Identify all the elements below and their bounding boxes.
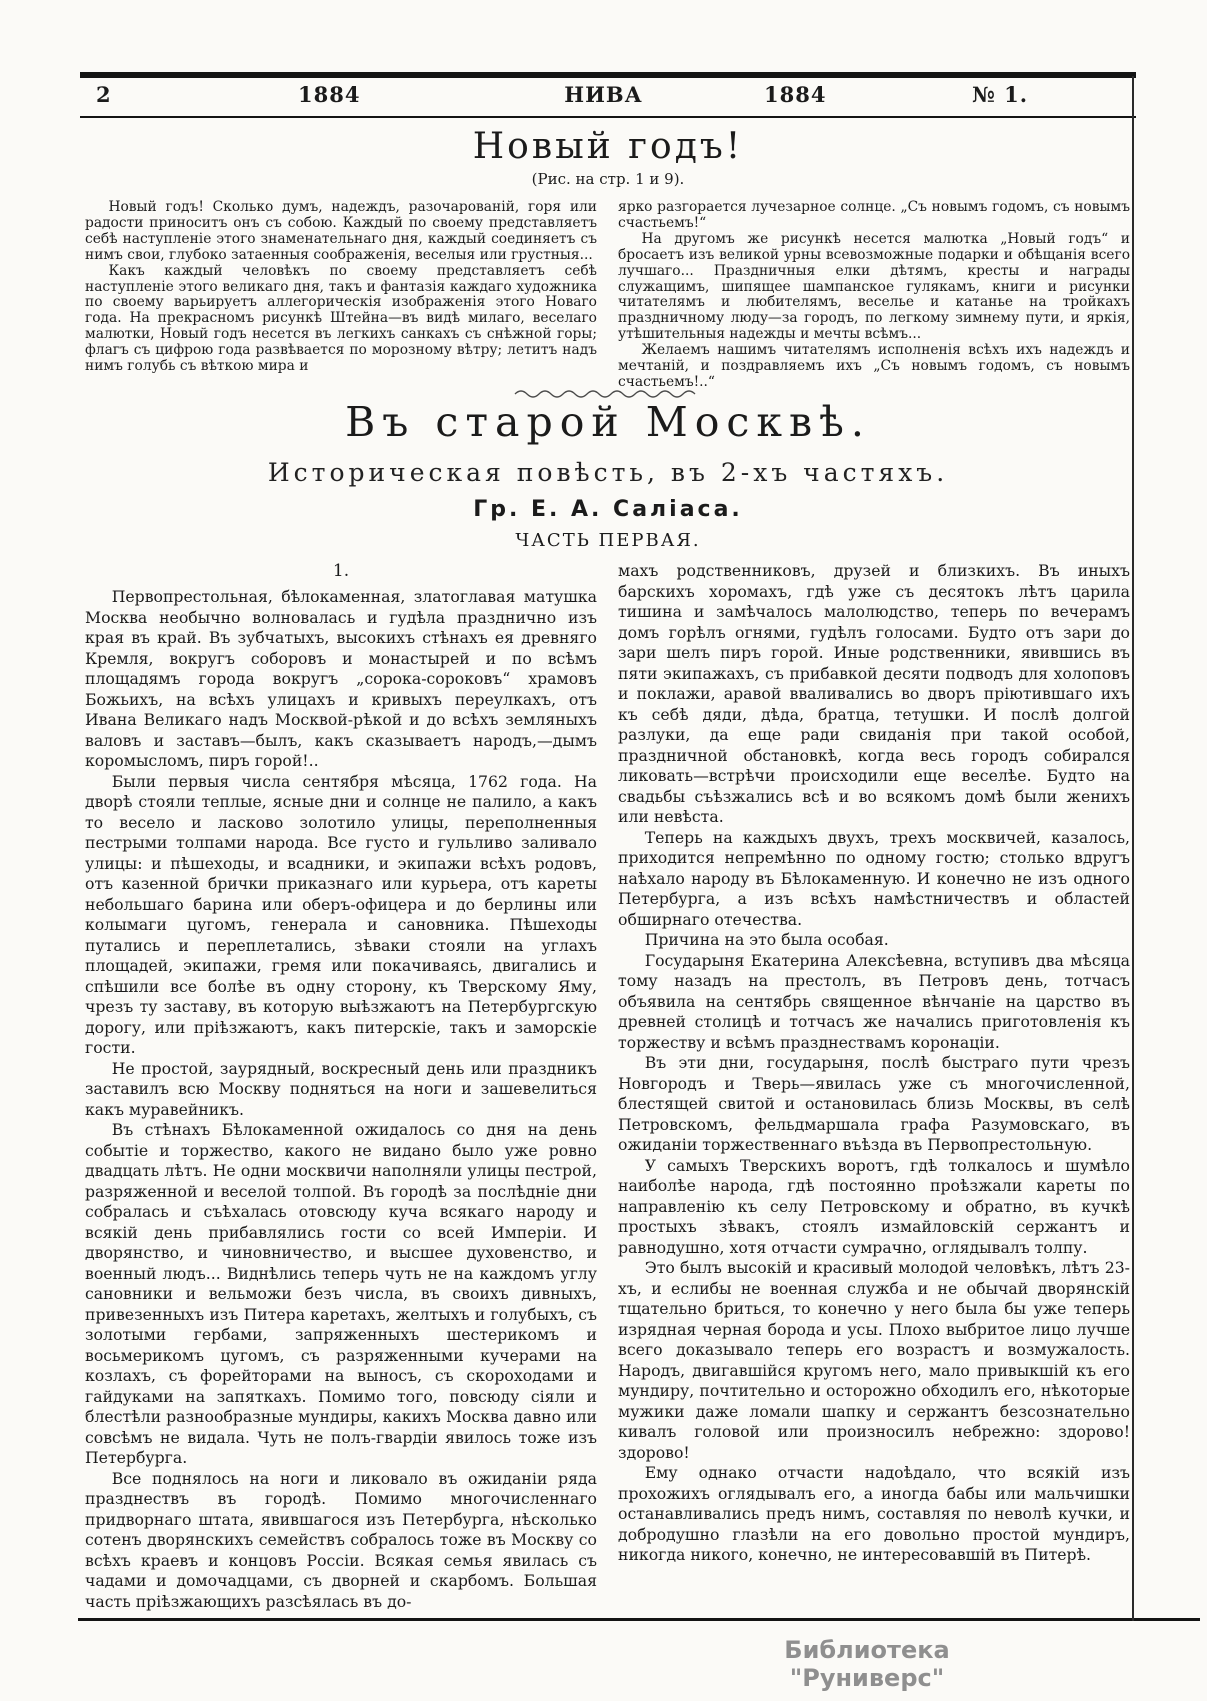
paragraph: Въ эти дни, государыня, послѣ быстраго пути чрезъ Новгородъ и Тверь—явилась уже съ многочисленной, блестящей свитой и остановилась близь Москвы, въ селѣ Петровскомъ, фельдмаршала графа Разумовскаго, въ ожиданіи торжественнаго въѣзда въ Первопрестольную. — [618, 1053, 1130, 1154]
top-border-rule — [80, 72, 1136, 78]
header-divider-rule — [80, 116, 1136, 118]
paragraph: Теперь на каждыхъ двухъ, трехъ москвичей, казалось, приходится непремѣнно по одному гостю; столько вдругъ наѣхало народу въ Бѣлокаменную. И конечно не изъ одного Петербурга, а изъ всѣхъ намѣстничествъ и областей обширнаго отечества. — [618, 827, 1130, 929]
paragraph: Причина на это была особая. — [644, 930, 889, 949]
article1-columns — [85, 200, 1131, 391]
article2-columns — [85, 561, 1131, 1612]
article1-column-right — [618, 200, 1130, 391]
article1-title: Новый годъ! — [472, 126, 744, 167]
paragraph: Не простой, заурядный, воскресный день или праздникъ заставилъ всю Москву подняться на ноги и зашевелиться какъ муравейникъ. — [85, 1058, 597, 1119]
bottom-border-rule — [78, 1618, 1200, 1621]
issue-number: № 1. — [972, 82, 1029, 107]
header-year-left: 1884 — [298, 82, 361, 107]
paragraph: Желаемъ нашимъ читателямъ исполненія всѣхъ ихъ надеждъ и мечтаній, и поздравляемъ ихъ „Съ новымъ годомъ, съ новымъ счастьемъ!..“ — [618, 342, 1130, 390]
wavy-divider — [85, 384, 1131, 396]
right-border-rule — [1132, 76, 1134, 1621]
paragraph: махъ родственниковъ, друзей и близкихъ. Въ иныхъ барскихъ хоромахъ, гдѣ уже съ десятокъ лѣтъ царила тишина и замѣчалось малолюдство, теперь по вечерамъ домъ горѣлъ огнями, гудѣлъ голосами. Будто отъ зари до зари шелъ пиръ горой. Иные родственники, явившись въ пяти экипажахъ, съ прибавкой десяти подводъ для холоповъ и поклажи, аравой вваливались во дворъ пріютившаго ихъ къ себѣ дяди, дѣда, братца, тетушки. И послѣ долгой разлуки, да еще ради свиданія при такой особой, праздничной обстановкѣ, когда весь городъ собирался ликовать—встрѣчи происходили еще веселѣе. Будто на свадьбы съѣзжались всѣ и во всякомъ домѣ были женихъ или невѣста. — [618, 561, 1130, 826]
paragraph: На другомъ же рисункѣ несется малютка „Новый годъ“ и бросаетъ изъ великой урны всевозможные подарки и обѣщанія всего лучшаго... Праздничныя елки дѣтямъ, кресты и награды служащимъ, шипящее шампанское гулякамъ, книги и рисунки читателямъ и любителямъ, веселье и катанье на тройкахъ праздничному люду—за городъ, по легкому зимнему пути, и яркія, утѣшительныя надежды и мечты всѣмъ... — [618, 230, 1130, 343]
chapter-number: 1. — [332, 561, 350, 581]
library-watermark: Библиотека "Руниверс" — [784, 1636, 950, 1692]
paragraph: Это былъ высокій и красивый молодой человѣкъ, лѣтъ 23-хъ, и еслибы не военная служба и не обычай дворянскій тщательно бриться, то конечно у него была бы уже теперь изрядная черная борода и усы. Плохо выбритое лицо лучше всего доказывало теперь его возрастъ и возмужалость. Народъ, двигавшійся кругомъ него, мало привыкшій къ его мундиру, почтительно и осторожно обходилъ его, нѣкоторые мужики даже ломали шапку и сержантъ безсознательно кивалъ головой или произносилъ небрежно: здорово! здорово! — [618, 1258, 1130, 1462]
paragraph: Какъ каждый человѣкъ по своему представляетъ себѣ наступленіе этого великаго дня, такъ и фантазія каждаго художника по своему варьируетъ аллегорическія изображенія этого Новаго года. На прекрасномъ рисункѣ Штейна—въ видѣ милаго, веселаго малютки, Новый годъ несется въ легкихъ санкахъ съ снѣжной горы; флагъ съ цифрою года развѣвается по морозному вѣтру; летитъ надъ нимъ голубь съ вѣткою мира и — [85, 262, 597, 375]
paragraph: Все поднялось на ноги и ликовало въ ожиданіи ряда празднествъ въ городѣ. Помимо многочисленнаго придворнаго штата, явившагося изъ Петербурга, нѣсколько сотенъ дворянскихъ семействъ собралось тоже въ Москву со всѣхъ краевъ и концовъ Россіи. Всякая семья явилась съ чадами и домочадцами, съ дворней и скарбомъ. Большая часть пріѣзжающихъ разсѣялась въ до- — [85, 1468, 597, 1611]
header-year-right: 1884 — [764, 82, 827, 107]
paragraph: Ему однако отчасти надоѣдало, что всякій изъ прохожихъ оглядывалъ его, а иногда бабы или мальчишки останавливались предъ нимъ, составляя по неволѣ кучки, и добродушно глазѣли на его довольно простой мундиръ, никогда никого, конечно, не интересовавшій въ Питерѣ. — [618, 1463, 1130, 1564]
page-number: 2 — [96, 82, 112, 107]
masthead-title: НИВА — [564, 82, 643, 107]
paragraph: Новый годъ! Сколько думъ, надеждъ, разочарованій, горя или радости приноситъ онъ съ собою. Каждый по своему представляетъ себѣ наступленіе этого знаменательнаго дня, каждый соединяетъ съ нимъ свои, глубоко затаенныя соображенія, веселыя или грустныя... — [85, 199, 597, 263]
paragraph: Въ стѣнахъ Бѣлокаменной ожидалось со дня на день событіе и торжество, какого не видано было уже ровно двадцать лѣтъ. Не одни москвичи наполняли улицы пестрой, разряженной и веселой толпой. Въ городѣ за послѣдніе дни собралась и съѣхалась отовсюду куча всякаго народу и всякій день прибавлялись гости со всей Имперіи. И дворянство, и чиновничество, и высшее духовенство, и военный людъ... Виднѣлись теперь чуть не на каждомъ углу сановники и вельможи безъ числа, въ своихъ дивныхъ, привезенныхъ изъ Питера каретахъ, желтыхъ и голубыхъ, съ золотыми гербами, запряженныхъ шестерикомъ и восьмерикомъ цугомъ, съ разряженными кучерами на козлахъ, съ форейторами на выносъ, съ скороходами и гайдуками на запяткахъ. Помимо того, повсюду сіяли и блестѣли разнообразные мундиры, какихъ Москва давно или совсѣмъ не видала. Чуть не полъ-гвардіи явилось тоже изъ Петербурга. — [85, 1120, 597, 1467]
article1-column-left — [85, 200, 597, 391]
article2-title: Въ старой Москвѣ. — [345, 398, 871, 446]
article-new-year — [85, 126, 1131, 391]
paragraph: У самыхъ Тверскихъ воротъ, гдѣ толкалось и шумѣло наиболѣе народа, гдѣ постоянно проѣзжали кареты по направленію къ селу Петровскому и обратно, въ кучкѣ простыхъ зѣвакъ, стоялъ измайловскій сержантъ и равнодушно, хотя отчасти сумрачно, оглядывалъ толпу. — [618, 1155, 1130, 1257]
article2-part-heading: ЧАСТЬ ПЕРВАЯ. — [515, 530, 701, 551]
paragraph: ярко разгорается лучезарное солнце. „Съ новымъ годомъ, съ новымъ счастьемъ!“ — [618, 199, 1130, 231]
paragraph: Государыня Екатерина Алексѣевна, вступивъ два мѣсяца тому назадъ на престолъ, въ Петровъ день, тотчасъ объявила на сентябрь священное вѣнчаніе на царство въ древней столицѣ и тотчасъ же начались приготовленія къ торжеству и всѣмъ празднествамъ коронаціи. — [618, 950, 1130, 1052]
article2-subtitle: Историческая повѣсть, въ 2-хъ частяхъ. — [267, 458, 949, 487]
article-old-moscow — [85, 384, 1131, 1612]
article2-author: Гр. Е. А. Саліаса. — [473, 497, 743, 522]
paragraph: Были первыя числа сентября мѣсяца, 1762 года. На дворѣ стояли теплые, ясные дни и солнце не палило, а какъ то весело и ласково золотило улицы, переполненныя пестрыми толпами народа. Все густо и гульливо заливало улицы: и пѣшеходы, и всадники, и экипажи всѣхъ родовъ, отъ казенной брички приказнаго или курьера, отъ кареты небольшаго барина или оберъ-офицера и до берлины или колымаги цугомъ, генерала и сановника. Пѣшеходы путались и переплетались, зѣваки стояли на углахъ площадей, экипажи, гремя или покачиваясь, двигались и спѣшили все болѣе въ одну сторону, къ Тверскому Яму, чрезъ ту заставу, въ которую выѣзжаютъ на Петербургскую дорогу, или пріѣзжаютъ, какъ питерскіе, такъ и заморскіе гости. — [85, 771, 597, 1057]
article1-subtitle: (Рис. на стр. 1 и 9). — [531, 170, 685, 188]
article2-column-right — [618, 561, 1130, 1612]
article2-column-left — [85, 561, 597, 1612]
paragraph: Первопрестольная, бѣлокаменная, златоглавая матушка Москва необычно волновалась и гудѣла празднично изъ края въ край. Въ зубчатыхъ, высокихъ стѣнахъ ея древняго Кремля, вокругъ соборовъ и монастырей и по всѣмъ площадямъ города вокругъ „сорока-сороковъ“ храмовъ Божьихъ, на всѣхъ улицахъ и кривыхъ переулкахъ, отъ Ивана Великаго надъ Москвой-рѣкой и до всѣхъ земляныхъ валовъ и заставъ—былъ, какъ сказываетъ народъ,—дымъ коромысломъ, пиръ горой!.. — [85, 587, 597, 770]
